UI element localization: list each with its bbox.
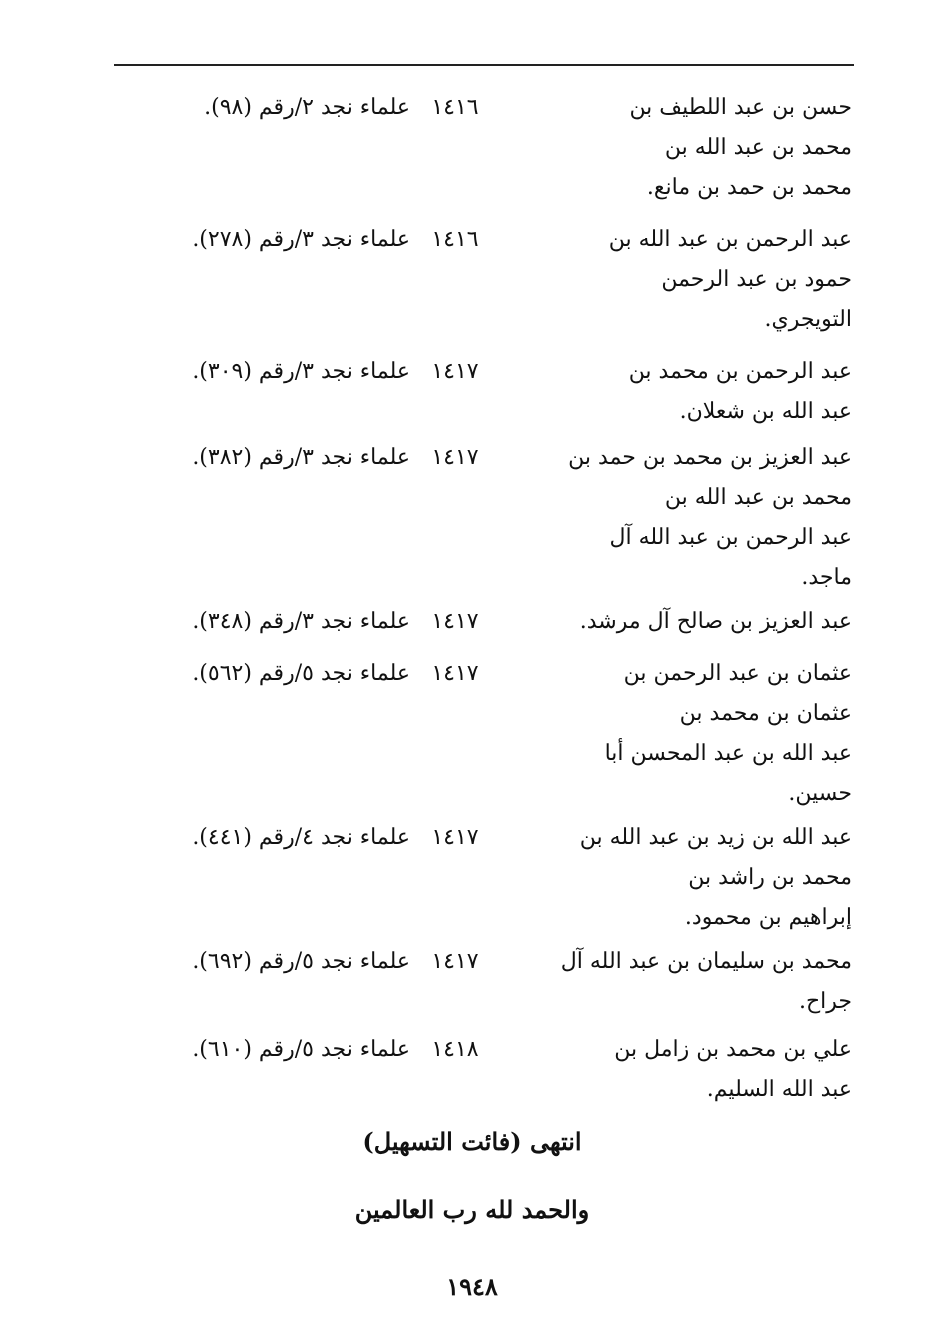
entry-name: عثمان بن عبد الرحمن بن عثمان بن محمد بن عبد الله بن عبد المحسن أبا حسين.	[604, 661, 852, 806]
entry-reference: علماء نجد ٢/رقم (٩٨).	[204, 95, 410, 120]
entry-reference: علماء نجد ٥/رقم (٦٩٢).	[192, 949, 410, 974]
entry-name: حسن بن عبد اللطيف بن محمد بن عبد الله بن محمد بن حمد بن مانع.	[629, 95, 852, 200]
entry-name: عبد الله بن زيد بن عبد الله بن محمد بن راشد بن إبراهيم بن محمود.	[579, 825, 852, 930]
entry-year: ١٤١٧	[431, 661, 479, 686]
entry-year: ١٤١٦	[431, 227, 479, 252]
entry-name: عبد الرحمن بن عبد الله بن حمود بن عبد الرحمن التويجري.	[608, 227, 852, 332]
entry-reference: علماء نجد ٣/رقم (٣٤٨).	[192, 609, 410, 634]
entry-reference: علماء نجد ٣/رقم (٣٨٢).	[192, 445, 410, 470]
entry-reference: علماء نجد ٣/رقم (٣٠٩).	[192, 359, 410, 384]
entry-name: عبد العزيز بن محمد بن حمد بن محمد بن عبد الله بن عبد الرحمن بن عبد الله آل ماجد.	[568, 445, 852, 590]
entry-year: ١٤١٧	[431, 609, 479, 634]
entry-year: ١٤١٧	[431, 949, 479, 974]
page-number: ١٩٤٨	[446, 1272, 498, 1301]
entry-year: ١٤١٧	[431, 359, 479, 384]
end-note: انتهى (فائت التسهيل)	[362, 1127, 582, 1156]
entry-name: عبد الرحمن بن محمد بن عبد الله بن شعلان.	[628, 359, 852, 424]
entry-year: ١٤١٧	[431, 825, 479, 850]
entry-name: عبد العزيز بن صالح آل مرشد.	[579, 609, 852, 634]
entry-reference: علماء نجد ٥/رقم (٦١٠).	[192, 1037, 410, 1062]
entry-reference: علماء نجد ٣/رقم (٢٧٨).	[192, 227, 410, 252]
entry-year: ١٤١٨	[431, 1037, 479, 1062]
closing-praise: والحمد لله رب العالمين	[354, 1195, 590, 1224]
entry-reference: علماء نجد ٥/رقم (٥٦٢).	[192, 661, 410, 686]
entry-reference: علماء نجد ٤/رقم (٤٤١).	[192, 825, 410, 850]
entry-name: علي بن محمد بن زامل بن عبد الله السليم.	[614, 1037, 852, 1102]
entry-year: ١٤١٦	[431, 95, 479, 120]
entry-name: محمد بن سليمان بن عبد الله آل جراح.	[560, 949, 852, 1014]
header-rule	[114, 64, 854, 66]
entry-year: ١٤١٧	[431, 445, 479, 470]
